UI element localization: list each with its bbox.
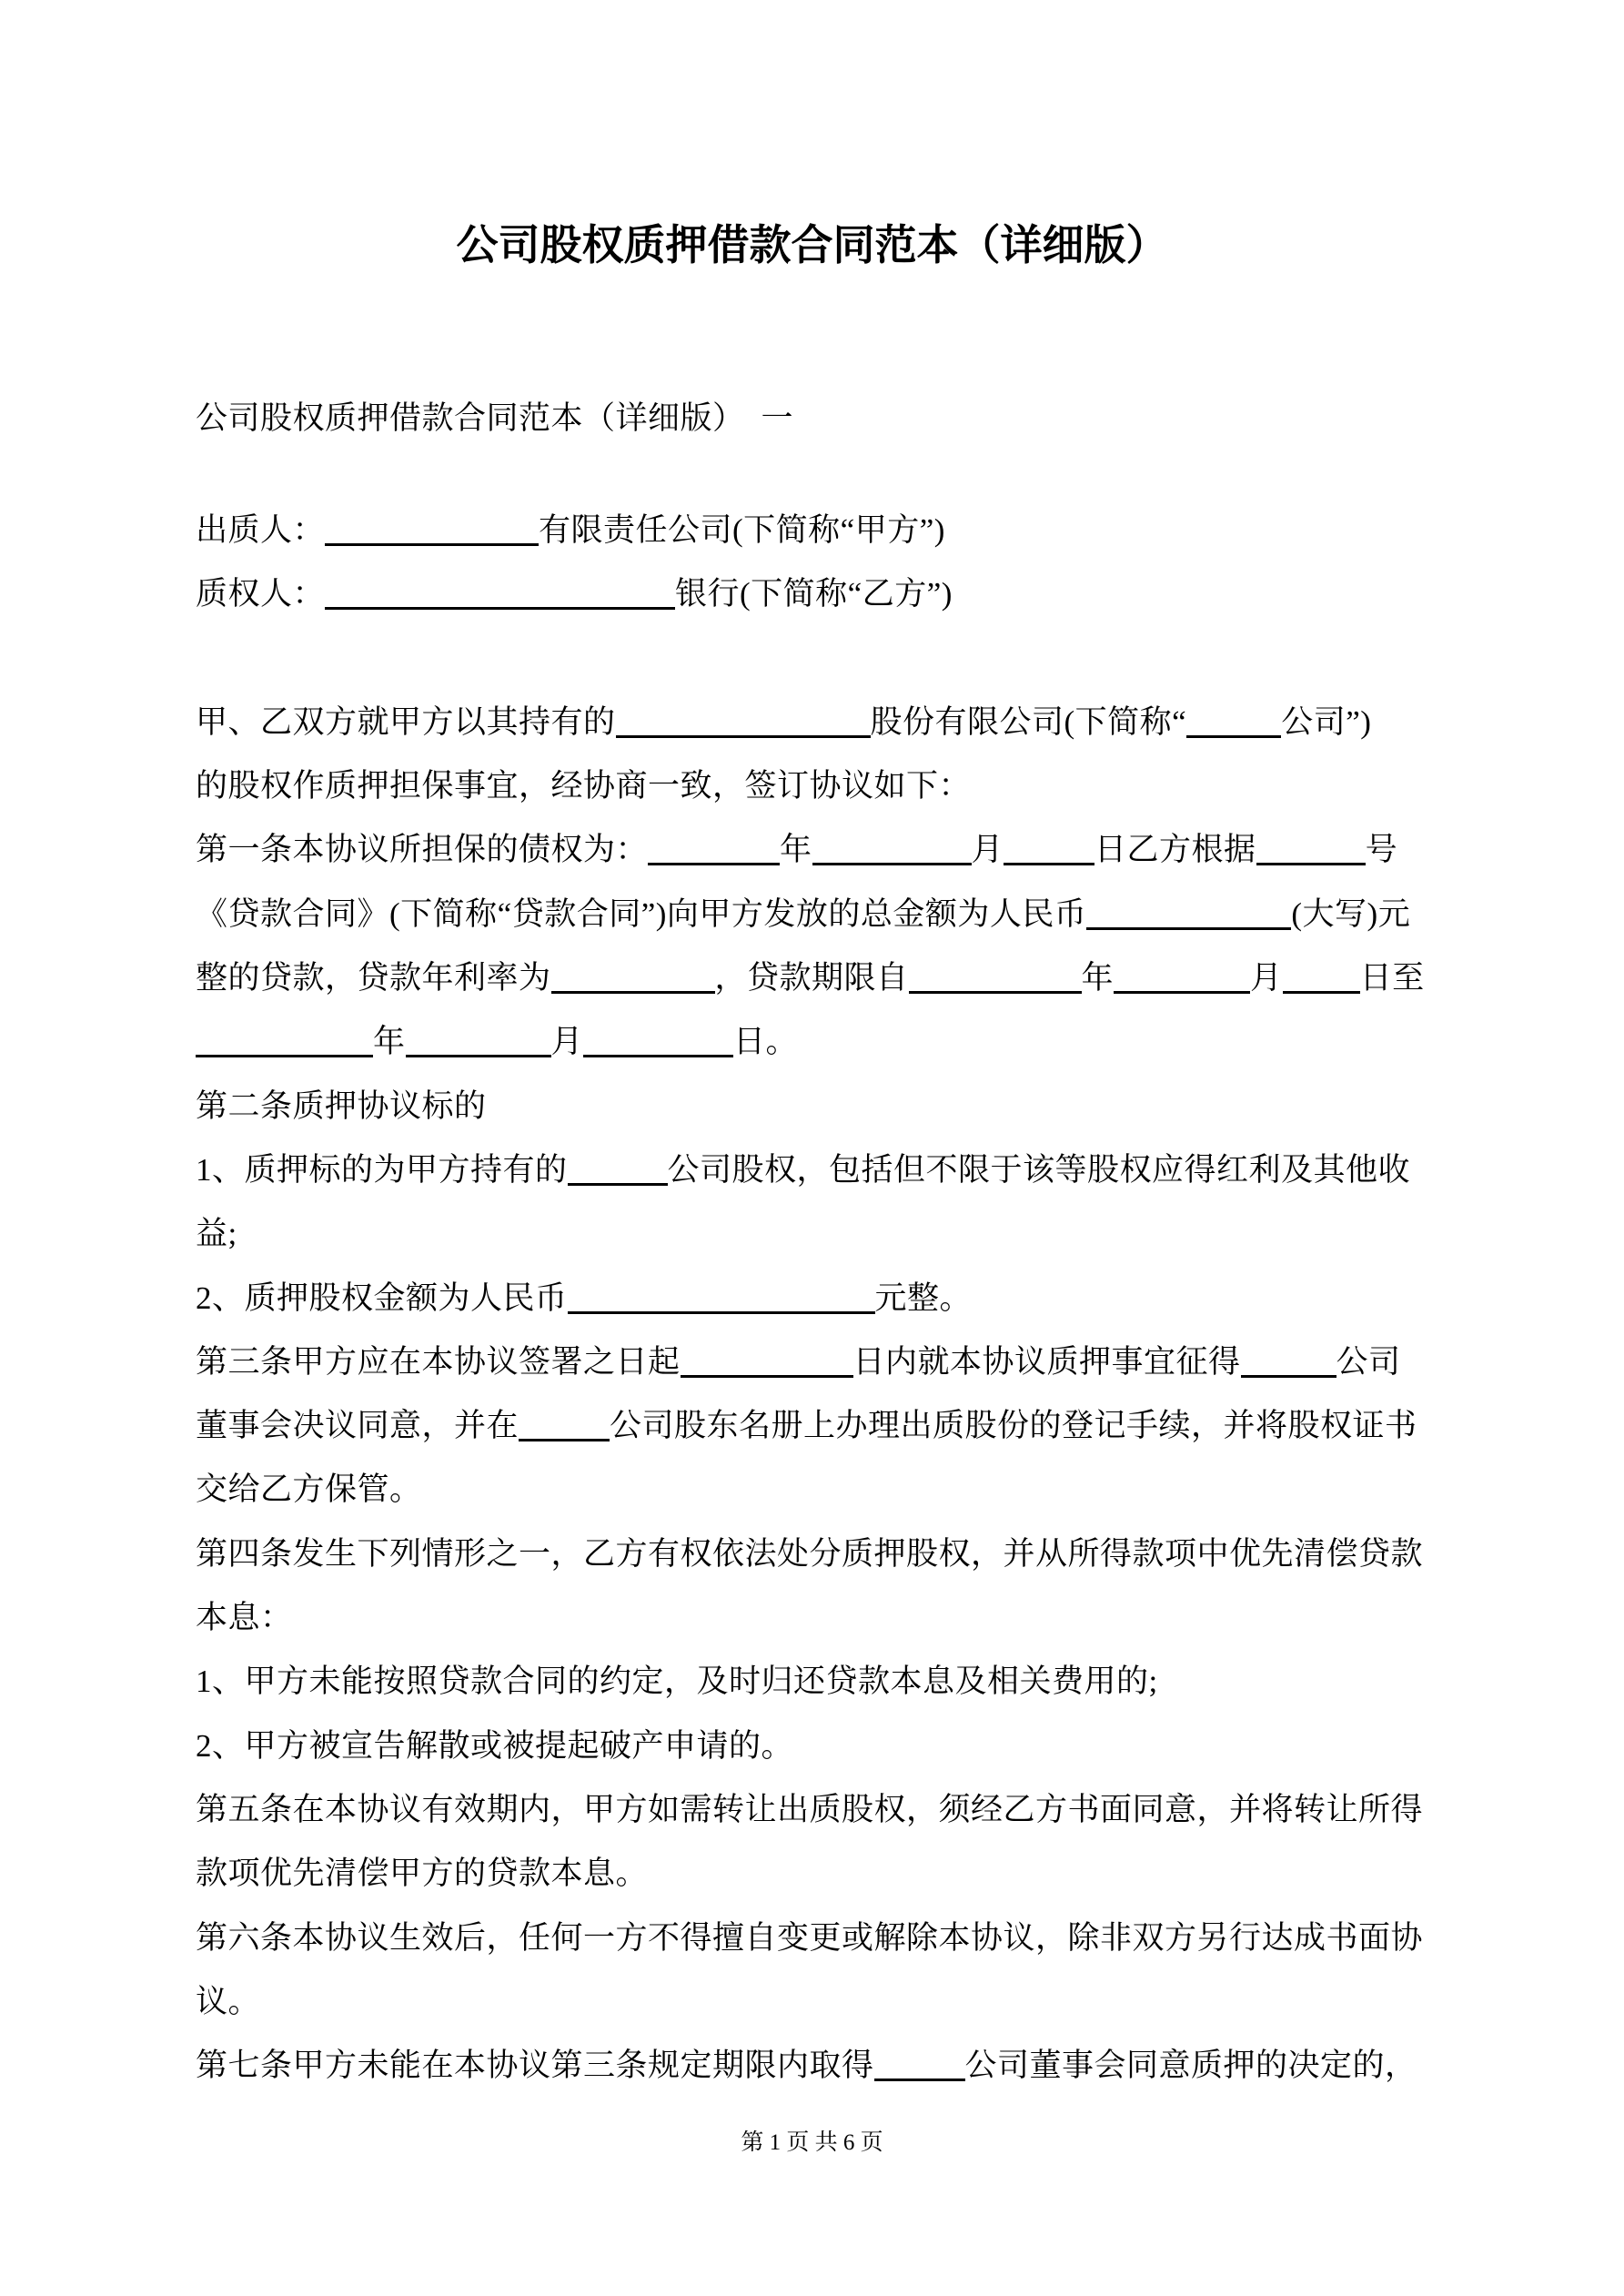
- document-subtitle: 公司股权质押借款合同范本（详细版） 一: [196, 400, 794, 436]
- fill-in-blank: [406, 1027, 551, 1057]
- contract-line: [196, 1650, 1488, 1714]
- contract-text: 的股权作质押担保事宜，经协商一致，签订协议如下：: [196, 768, 972, 804]
- fill-in-blank: [325, 580, 675, 610]
- fill-in-blank: [568, 1156, 668, 1186]
- contract-text: 年: [373, 1024, 406, 1060]
- contract-text: 号: [1365, 832, 1398, 868]
- contract-text: 银行(下简称“乙方”): [675, 576, 953, 612]
- contract-line: [196, 1842, 1488, 1906]
- empty-line: [196, 627, 1488, 691]
- contract-text: 第二条质押协议标的: [196, 1087, 487, 1124]
- page-number-footer: 第 1 页 共 6 页: [741, 2130, 883, 2155]
- fill-in-blank: [1086, 900, 1291, 930]
- contract-text: 《贷款合同》(下简称“贷款合同”)向甲方发放的总金额为人民币: [196, 895, 1087, 932]
- contract-line: [196, 1075, 1488, 1138]
- contract-text: 月: [971, 832, 1004, 868]
- fill-in-blank: [1256, 835, 1366, 865]
- contract-line: [196, 1778, 1488, 1842]
- contract-text: 第三条甲方应在本协议签署之日起: [196, 1343, 681, 1380]
- contract-text: (大写)元: [1291, 895, 1411, 932]
- contract-line: [196, 1267, 1488, 1330]
- contract-text: 月: [1250, 960, 1283, 996]
- contract-text: 第七条甲方未能在本协议第三条规定期限内取得: [196, 2048, 874, 2084]
- fill-in-blank: [812, 835, 972, 865]
- contract-line: [196, 883, 1488, 946]
- contract-line: [196, 691, 1488, 754]
- contract-line: [196, 562, 1488, 626]
- contract-text: 益;: [196, 1216, 237, 1252]
- contract-text: 议。: [196, 1983, 261, 2019]
- contract-text: 交给乙方保管。: [196, 1472, 422, 1508]
- contract-text: 2、质押股权金额为人民币: [196, 1279, 568, 1316]
- contract-text: 年: [1081, 960, 1115, 996]
- contract-text: 整的贷款，贷款年利率为: [196, 960, 551, 996]
- contract-line: [196, 1330, 1488, 1394]
- contract-line: [196, 1458, 1488, 1522]
- contract-text: 1、质押标的为甲方持有的: [196, 1151, 568, 1188]
- fill-in-blank: [551, 964, 715, 994]
- contract-text: 日至: [1359, 960, 1425, 996]
- document-title: 公司股权质押借款合同范本（详细版）: [456, 222, 1168, 268]
- document-body: [196, 499, 1488, 2098]
- fill-in-blank: [1114, 964, 1250, 994]
- fill-in-blank: [1186, 708, 1281, 738]
- contract-line: [196, 1522, 1488, 1586]
- contract-text: 质权人：: [196, 576, 326, 612]
- contract-text: 第六条本协议生效后，任何一方不得擅自变更或解除本协议，除非双方另行达成书面协: [196, 1919, 1424, 1956]
- fill-in-blank: [874, 2051, 965, 2081]
- contract-text: 2、甲方被宣告解散或被提起破产申请的。: [196, 1727, 794, 1764]
- contract-text: 出质人：: [196, 512, 326, 548]
- contract-line: [196, 1394, 1488, 1458]
- contract-line: [196, 946, 1488, 1010]
- contract-line: [196, 1714, 1488, 1778]
- fill-in-blank: [648, 835, 780, 865]
- contract-text: 有限责任公司(下简称“甲方”): [539, 512, 945, 548]
- contract-line: [196, 2034, 1488, 2098]
- fill-in-blank: [909, 964, 1082, 994]
- contract-text: ，贷款期限自: [714, 960, 909, 996]
- contract-text: 公司股东名册上办理出质股份的登记手续，并将股权证书: [610, 1408, 1417, 1444]
- contract-line: [196, 1586, 1488, 1650]
- fill-in-blank: [583, 1027, 733, 1057]
- contract-text: 第五条在本协议有效期内，甲方如需转让出质股权，须经乙方书面同意，并将转让所得: [196, 1791, 1424, 1827]
- contract-line: [196, 818, 1488, 882]
- contract-line: [196, 1010, 1488, 1074]
- contract-text: 日。: [733, 1024, 799, 1060]
- contract-text: 元整。: [874, 1279, 973, 1316]
- fill-in-blank: [568, 1284, 875, 1314]
- contract-text: 董事会决议同意，并在: [196, 1408, 519, 1444]
- contract-text: 日乙方根据: [1094, 832, 1256, 868]
- contract-text: 月: [550, 1024, 584, 1060]
- contract-text: 公司董事会同意质押的决定的，: [964, 2048, 1417, 2084]
- contract-line: [196, 754, 1488, 818]
- contract-text: 年: [780, 832, 812, 868]
- contract-text: 公司”): [1281, 703, 1372, 740]
- contract-text: 第一条本协议所担保的债权为：: [196, 832, 649, 868]
- fill-in-blank: [325, 516, 539, 546]
- fill-in-blank: [681, 1348, 853, 1378]
- contract-text: 股份有限公司(下简称“: [870, 703, 1187, 740]
- contract-text: 日内就本协议质押事宜征得: [852, 1343, 1241, 1380]
- contract-text: 公司股权，包括但不限于该等股权应得红利及其他收: [667, 1151, 1411, 1188]
- contract-text: 甲、乙双方就甲方以其持有的: [196, 703, 616, 740]
- contract-text: 公司: [1336, 1343, 1401, 1380]
- fill-in-blank: [1283, 964, 1360, 994]
- contract-text: 1、甲方未能按照贷款合同的约定，及时归还贷款本息及相关费用的;: [196, 1664, 1158, 1700]
- contract-line: [196, 1970, 1488, 2034]
- fill-in-blank: [519, 1411, 610, 1441]
- contract-text: 款项优先清偿甲方的贷款本息。: [196, 1856, 649, 1892]
- fill-in-blank: [1241, 1348, 1337, 1378]
- fill-in-blank: [1004, 835, 1094, 865]
- contract-line: [196, 1907, 1488, 1970]
- contract-line: [196, 499, 1488, 562]
- contract-line: [196, 1202, 1488, 1266]
- fill-in-blank: [616, 708, 871, 738]
- fill-in-blank: [196, 1027, 373, 1057]
- contract-line: [196, 1138, 1488, 1202]
- contract-text: 本息：: [196, 1600, 293, 1636]
- contract-text: 第四条发生下列情形之一，乙方有权依法处分质押股权，并从所得款项中优先清偿贷款: [196, 1535, 1424, 1572]
